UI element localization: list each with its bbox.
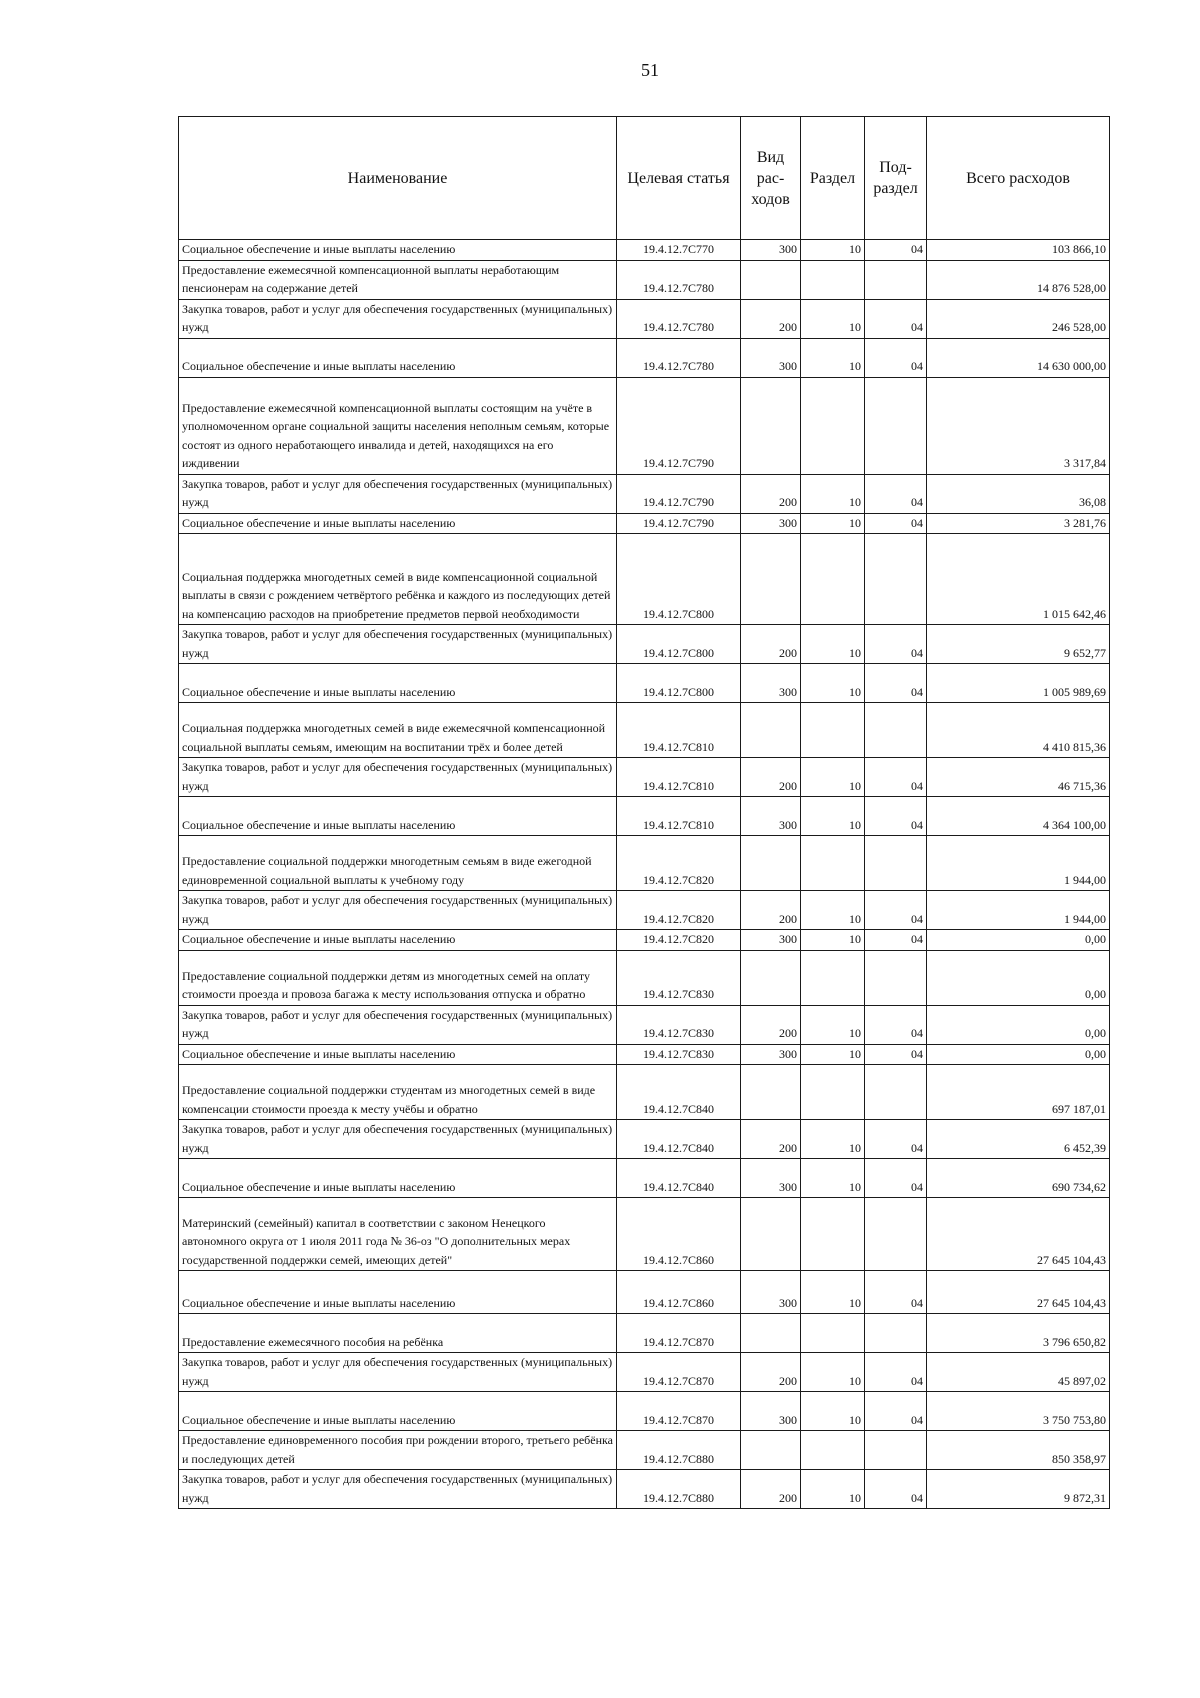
table-row — [179, 1065, 1110, 1120]
table-row — [179, 240, 1110, 261]
table-row — [179, 1120, 1110, 1159]
table-row — [179, 338, 1110, 377]
cell-target: 19.4.12.7С840 — [617, 1159, 741, 1198]
header-target: Целевая статья — [617, 117, 741, 240]
cell-subsection: 04 — [865, 758, 927, 797]
table-row — [179, 299, 1110, 338]
table-row — [179, 1271, 1110, 1314]
cell-section: 10 — [801, 474, 865, 513]
cell-total: 1 015 642,46 — [927, 534, 1110, 625]
cell-total: 4 364 100,00 — [927, 797, 1110, 836]
cell-target: 19.4.12.7С830 — [617, 950, 741, 1005]
cell-total: 27 645 104,43 — [927, 1198, 1110, 1271]
budget-table — [178, 116, 1110, 1509]
cell-section: 10 — [801, 1044, 865, 1065]
cell-section: 10 — [801, 1470, 865, 1509]
cell-type: 200 — [741, 299, 801, 338]
cell-subsection — [865, 377, 927, 474]
cell-target: 19.4.12.7С870 — [617, 1314, 741, 1353]
cell-type — [741, 950, 801, 1005]
cell-total: 14 876 528,00 — [927, 260, 1110, 299]
cell-total: 0,00 — [927, 950, 1110, 1005]
cell-total: 3 796 650,82 — [927, 1314, 1110, 1353]
cell-name: Социальное обеспечение и иные выплаты населению — [179, 664, 617, 703]
cell-target: 19.4.12.7С830 — [617, 1005, 741, 1044]
cell-type — [741, 534, 801, 625]
cell-name: Социальная поддержка многодетных семей в виде компенсационной социальной выплаты в связи с рождением четвёртого ребёнка и каждого из последующих детей на компенсацию расходов на приобретение предметов первой необходимости — [179, 534, 617, 625]
cell-name: Закупка товаров, работ и услуг для обеспечения государственных (муниципальных) нужд — [179, 891, 617, 930]
cell-type: 200 — [741, 1470, 801, 1509]
cell-type: 300 — [741, 513, 801, 534]
cell-type: 200 — [741, 625, 801, 664]
table-row — [179, 474, 1110, 513]
cell-section: 10 — [801, 338, 865, 377]
table-row — [179, 1470, 1110, 1509]
cell-subsection — [865, 534, 927, 625]
cell-type: 200 — [741, 1005, 801, 1044]
cell-section: 10 — [801, 1159, 865, 1198]
cell-section — [801, 1065, 865, 1120]
cell-target: 19.4.12.7С880 — [617, 1470, 741, 1509]
cell-type: 200 — [741, 1353, 801, 1392]
table-row — [179, 534, 1110, 625]
cell-section: 10 — [801, 299, 865, 338]
cell-section: 10 — [801, 240, 865, 261]
cell-target: 19.4.12.7С810 — [617, 797, 741, 836]
cell-name: Предоставление ежемесячной компенсационной выплаты неработающим пенсионерам на содержание детей — [179, 260, 617, 299]
table-row — [179, 891, 1110, 930]
table-row — [179, 377, 1110, 474]
cell-target: 19.4.12.7С780 — [617, 299, 741, 338]
table-row — [179, 797, 1110, 836]
table-row — [179, 1314, 1110, 1353]
cell-subsection: 04 — [865, 797, 927, 836]
cell-subsection: 04 — [865, 1271, 927, 1314]
cell-total: 3 317,84 — [927, 377, 1110, 474]
cell-section — [801, 260, 865, 299]
cell-total: 3 281,76 — [927, 513, 1110, 534]
cell-subsection: 04 — [865, 1120, 927, 1159]
cell-total: 9 652,77 — [927, 625, 1110, 664]
table-row — [179, 1392, 1110, 1431]
cell-total: 103 866,10 — [927, 240, 1110, 261]
cell-target: 19.4.12.7С870 — [617, 1353, 741, 1392]
cell-subsection — [865, 950, 927, 1005]
cell-name: Закупка товаров, работ и услуг для обеспечения государственных (муниципальных) нужд — [179, 474, 617, 513]
cell-type — [741, 836, 801, 891]
cell-target: 19.4.12.7С880 — [617, 1431, 741, 1470]
cell-subsection: 04 — [865, 513, 927, 534]
cell-subsection: 04 — [865, 240, 927, 261]
cell-subsection: 04 — [865, 474, 927, 513]
cell-subsection: 04 — [865, 1159, 927, 1198]
cell-name: Предоставление социальной поддержки детям из многодетных семей на оплату стоимости проезда и провоза багажа к месту использования отпуска и обратно — [179, 950, 617, 1005]
cell-subsection: 04 — [865, 930, 927, 951]
table-row — [179, 1198, 1110, 1271]
cell-subsection: 04 — [865, 891, 927, 930]
cell-section: 10 — [801, 1392, 865, 1431]
cell-type: 300 — [741, 930, 801, 951]
cell-section: 10 — [801, 797, 865, 836]
table-row — [179, 1044, 1110, 1065]
header-type: Вид рас- ходов — [741, 117, 801, 240]
table-row — [179, 664, 1110, 703]
table-row — [179, 703, 1110, 758]
table-row — [179, 625, 1110, 664]
cell-subsection: 04 — [865, 1470, 927, 1509]
cell-type: 200 — [741, 891, 801, 930]
cell-subsection: 04 — [865, 1044, 927, 1065]
cell-section: 10 — [801, 513, 865, 534]
header-total: Всего расходов — [927, 117, 1110, 240]
cell-total: 246 528,00 — [927, 299, 1110, 338]
cell-subsection: 04 — [865, 1353, 927, 1392]
cell-name: Социальное обеспечение и иные выплаты населению — [179, 513, 617, 534]
table-row — [179, 260, 1110, 299]
cell-section — [801, 1314, 865, 1353]
page-number: 51 — [641, 60, 659, 80]
cell-total: 1 944,00 — [927, 836, 1110, 891]
cell-name: Социальное обеспечение и иные выплаты населению — [179, 240, 617, 261]
cell-target: 19.4.12.7С860 — [617, 1271, 741, 1314]
cell-type: 300 — [741, 1271, 801, 1314]
cell-section — [801, 950, 865, 1005]
cell-type: 300 — [741, 1392, 801, 1431]
cell-target: 19.4.12.7С860 — [617, 1198, 741, 1271]
cell-name: Закупка товаров, работ и услуг для обеспечения государственных (муниципальных) нужд — [179, 1120, 617, 1159]
cell-target: 19.4.12.7С790 — [617, 377, 741, 474]
cell-total: 46 715,36 — [927, 758, 1110, 797]
cell-name: Предоставление социальной поддержки студентам из многодетных семей в виде компенсации стоимости проезда к месту учёбы и обратно — [179, 1065, 617, 1120]
table-header-row — [179, 117, 1110, 240]
cell-target: 19.4.12.7С800 — [617, 625, 741, 664]
cell-type: 200 — [741, 1120, 801, 1159]
cell-section: 10 — [801, 625, 865, 664]
cell-name: Закупка товаров, работ и услуг для обеспечения государственных (муниципальных) нужд — [179, 758, 617, 797]
cell-type: 300 — [741, 240, 801, 261]
cell-total: 27 645 104,43 — [927, 1271, 1110, 1314]
cell-name: Закупка товаров, работ и услуг для обеспечения государственных (муниципальных) нужд — [179, 299, 617, 338]
cell-total: 3 750 753,80 — [927, 1392, 1110, 1431]
cell-subsection: 04 — [865, 664, 927, 703]
cell-type: 300 — [741, 797, 801, 836]
cell-target: 19.4.12.7С790 — [617, 474, 741, 513]
cell-name: Социальное обеспечение и иные выплаты населению — [179, 1159, 617, 1198]
cell-subsection — [865, 836, 927, 891]
cell-section — [801, 1431, 865, 1470]
cell-type: 300 — [741, 1159, 801, 1198]
cell-total: 0,00 — [927, 1044, 1110, 1065]
table-row — [179, 1431, 1110, 1470]
cell-total: 690 734,62 — [927, 1159, 1110, 1198]
cell-section — [801, 703, 865, 758]
cell-name: Предоставление социальной поддержки многодетным семьям в виде ежегодной единовременной социальной выплаты к учебному году — [179, 836, 617, 891]
cell-total: 45 897,02 — [927, 1353, 1110, 1392]
cell-total: 6 452,39 — [927, 1120, 1110, 1159]
cell-type: 300 — [741, 664, 801, 703]
cell-type: 300 — [741, 338, 801, 377]
cell-target: 19.4.12.7С870 — [617, 1392, 741, 1431]
cell-type: 300 — [741, 1044, 801, 1065]
cell-section: 10 — [801, 891, 865, 930]
cell-subsection: 04 — [865, 1005, 927, 1044]
cell-type — [741, 377, 801, 474]
cell-total: 9 872,31 — [927, 1470, 1110, 1509]
cell-total: 36,08 — [927, 474, 1110, 513]
cell-target: 19.4.12.7С810 — [617, 758, 741, 797]
header-subsection: Под- раздел — [865, 117, 927, 240]
cell-target: 19.4.12.7С830 — [617, 1044, 741, 1065]
cell-type — [741, 1431, 801, 1470]
cell-subsection — [865, 1431, 927, 1470]
cell-name: Социальное обеспечение и иные выплаты населению — [179, 338, 617, 377]
table-row — [179, 950, 1110, 1005]
cell-name: Социальное обеспечение и иные выплаты населению — [179, 1392, 617, 1431]
cell-subsection — [865, 1065, 927, 1120]
cell-section: 10 — [801, 1005, 865, 1044]
cell-section: 10 — [801, 1271, 865, 1314]
cell-name: Социальное обеспечение и иные выплаты населению — [179, 930, 617, 951]
cell-subsection — [865, 703, 927, 758]
cell-target: 19.4.12.7С820 — [617, 836, 741, 891]
cell-subsection — [865, 1314, 927, 1353]
cell-name: Предоставление единовременного пособия при рождении второго, третьего ребёнка и последующих детей — [179, 1431, 617, 1470]
table-row — [179, 513, 1110, 534]
cell-name: Закупка товаров, работ и услуг для обеспечения государственных (муниципальных) нужд — [179, 1470, 617, 1509]
table-row — [179, 1353, 1110, 1392]
cell-section — [801, 1198, 865, 1271]
cell-name: Материнский (семейный) капитал в соответствии с законом Ненецкого автономного округа от 1 июля 2011 года № 36-оз "О дополнительных мерах государственной поддержки семей, имеющих детей" — [179, 1198, 617, 1271]
cell-type: 200 — [741, 474, 801, 513]
cell-name: Предоставление ежемесячной компенсационной выплаты состоящим на учёте в уполномоченном органе социальной защиты населения неполным семьям, которые состоят из одного неработающего инвалида и детей, находящихся на его иждивении — [179, 377, 617, 474]
cell-section: 10 — [801, 758, 865, 797]
cell-target: 19.4.12.7С790 — [617, 513, 741, 534]
cell-subsection: 04 — [865, 625, 927, 664]
cell-target: 19.4.12.7С770 — [617, 240, 741, 261]
cell-target: 19.4.12.7С800 — [617, 664, 741, 703]
cell-subsection: 04 — [865, 1392, 927, 1431]
cell-section: 10 — [801, 1120, 865, 1159]
cell-section — [801, 377, 865, 474]
cell-target: 19.4.12.7С780 — [617, 260, 741, 299]
table-row — [179, 930, 1110, 951]
cell-total: 850 358,97 — [927, 1431, 1110, 1470]
cell-name: Социальное обеспечение и иные выплаты населению — [179, 797, 617, 836]
header-section: Раздел — [801, 117, 865, 240]
cell-section: 10 — [801, 1353, 865, 1392]
cell-subsection: 04 — [865, 299, 927, 338]
cell-total: 14 630 000,00 — [927, 338, 1110, 377]
cell-name: Социальная поддержка многодетных семей в виде ежемесячной компенсационной социальной выплаты семьям, имеющим на воспитании трёх и более детей — [179, 703, 617, 758]
header-name: Наименование — [179, 117, 617, 240]
cell-name: Закупка товаров, работ и услуг для обеспечения государственных (муниципальных) нужд — [179, 1353, 617, 1392]
cell-type: 200 — [741, 758, 801, 797]
cell-type — [741, 1065, 801, 1120]
cell-subsection — [865, 1198, 927, 1271]
cell-type — [741, 260, 801, 299]
cell-type — [741, 703, 801, 758]
cell-target: 19.4.12.7С820 — [617, 891, 741, 930]
cell-target: 19.4.12.7С810 — [617, 703, 741, 758]
cell-total: 1 944,00 — [927, 891, 1110, 930]
table-row — [179, 1159, 1110, 1198]
cell-type — [741, 1314, 801, 1353]
cell-target: 19.4.12.7С800 — [617, 534, 741, 625]
table-row — [179, 836, 1110, 891]
cell-total: 0,00 — [927, 930, 1110, 951]
cell-total: 697 187,01 — [927, 1065, 1110, 1120]
cell-name: Социальное обеспечение и иные выплаты населению — [179, 1044, 617, 1065]
cell-subsection: 04 — [865, 338, 927, 377]
cell-total: 0,00 — [927, 1005, 1110, 1044]
cell-target: 19.4.12.7С780 — [617, 338, 741, 377]
cell-name: Предоставление ежемесячного пособия на ребёнка — [179, 1314, 617, 1353]
table-row — [179, 1005, 1110, 1044]
cell-subsection — [865, 260, 927, 299]
cell-section: 10 — [801, 930, 865, 951]
cell-name: Социальное обеспечение и иные выплаты населению — [179, 1271, 617, 1314]
cell-name: Закупка товаров, работ и услуг для обеспечения государственных (муниципальных) нужд — [179, 625, 617, 664]
cell-target: 19.4.12.7С820 — [617, 930, 741, 951]
cell-section — [801, 534, 865, 625]
cell-type — [741, 1198, 801, 1271]
cell-total: 4 410 815,36 — [927, 703, 1110, 758]
table-body — [179, 240, 1110, 1509]
table-row — [179, 758, 1110, 797]
cell-target: 19.4.12.7С840 — [617, 1065, 741, 1120]
cell-name: Закупка товаров, работ и услуг для обеспечения государственных (муниципальных) нужд — [179, 1005, 617, 1044]
cell-section: 10 — [801, 664, 865, 703]
cell-section — [801, 836, 865, 891]
cell-total: 1 005 989,69 — [927, 664, 1110, 703]
cell-target: 19.4.12.7С840 — [617, 1120, 741, 1159]
